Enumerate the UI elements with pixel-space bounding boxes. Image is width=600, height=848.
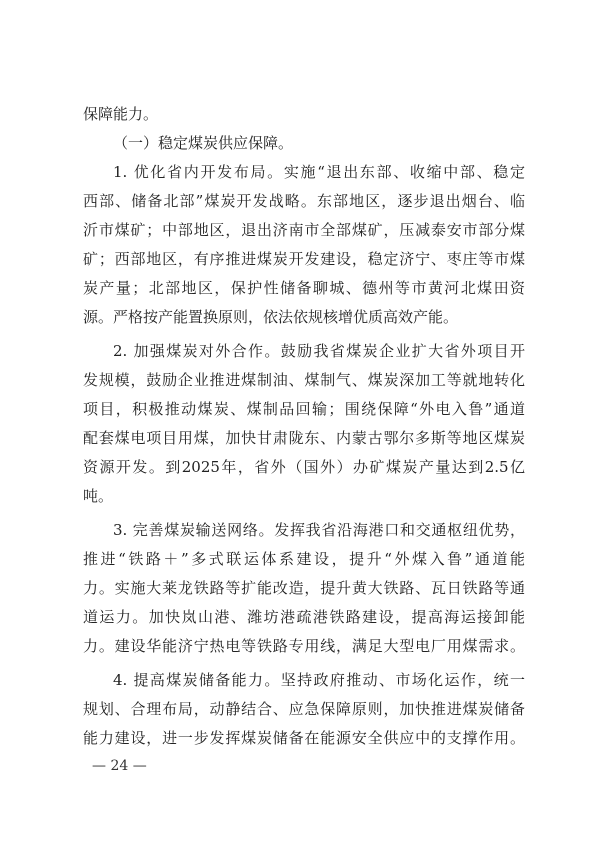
text-line: 吨。 — [83, 487, 114, 505]
text-line: 推进“铁路＋”多式联运体系建设，提升“外煤入鲁”通道能 — [83, 550, 525, 568]
text-line: 源。严格按产能置换原则，依法依规核增优质高效产能。 — [83, 308, 459, 326]
paragraph-2 — [83, 337, 525, 511]
text-line: 力。建设华能济宁热电等铁路专用线，满足大型电厂用煤需求。 — [83, 637, 525, 655]
paragraph-1 — [83, 158, 525, 332]
text-line: 规划、合理布局，动静结合、应急保障原则，加快推进煤炭储备 — [83, 700, 525, 718]
text-line: 1. 优化省内开发布局。实施“退出东部、收缩中部、稳定 — [113, 163, 525, 181]
section-heading — [83, 129, 525, 158]
document-body — [83, 100, 525, 753]
text-line: 西部、储备北部”煤炭开发战略。东部地区，逐步退出烟台、临 — [83, 192, 525, 210]
page-number: — 24 — — [92, 758, 147, 774]
paragraph-4 — [83, 666, 525, 753]
text-line: 保障能力。 — [83, 105, 159, 123]
text-line: 道运力。加快岚山港、潍坊港疏港铁路建设，提高海运接卸能 — [83, 608, 525, 626]
text-line: 4. 提高煤炭储备能力。坚持政府推动、市场化运作，统一 — [113, 671, 525, 689]
text-line: 力。实施大莱龙铁路等扩能改造，提升黄大铁路、瓦日铁路等通 — [83, 579, 525, 597]
text-line: 2. 加强煤炭对外合作。鼓励我省煤炭企业扩大省外项目开 — [113, 342, 525, 360]
text-line: 炭产量；北部地区，保护性储备聊城、德州等市黄河北煤田资 — [83, 279, 525, 297]
text-line: 沂市煤矿；中部地区，退出济南市全部煤矿，压减泰安市部分煤 — [83, 221, 525, 239]
text-line: 3. 完善煤炭输送网络。发挥我省沿海港口和交通枢纽优势， — [113, 521, 525, 539]
paragraph-3 — [83, 516, 525, 661]
text-line: 发规模，鼓励企业推进煤制油、煤制气、煤炭深加工等就地转化 — [83, 371, 525, 389]
text-line: 矿；西部地区，有序推进煤炭开发建设，稳定济宁、枣庄等市煤 — [83, 250, 525, 268]
text-line: 能力建设，进一步发挥煤炭储备在能源安全供应中的支撑作用。 — [83, 729, 525, 747]
text-line: 资源开发。到2025年，省外（国外）办矿煤炭产量达到2.5亿 — [83, 458, 525, 476]
continuation-paragraph — [83, 100, 525, 129]
text-line: 配套煤电项目用煤，加快甘肃陇东、内蒙古鄂尔多斯等地区煤炭 — [83, 429, 525, 447]
section-heading-text: （一）稳定煤炭供应保障。 — [113, 134, 294, 152]
text-line: 项目，积极推动煤炭、煤制品回输；围绕保障“外电入鲁”通道 — [83, 400, 525, 418]
